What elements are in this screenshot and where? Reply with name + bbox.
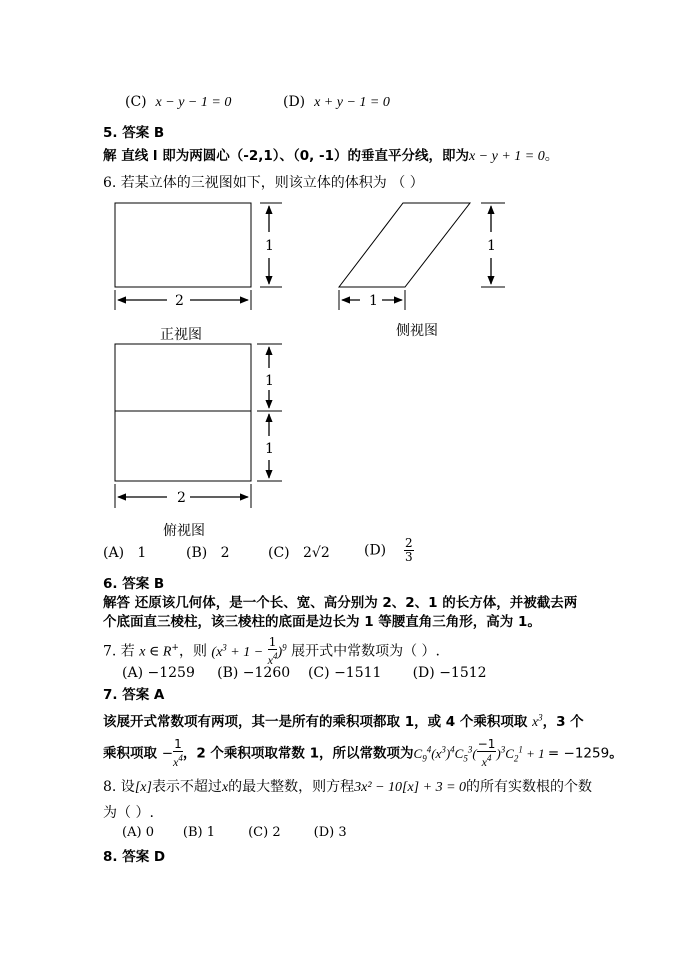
q7-options: (A) −1259 (B) −1260 (C) −1511 (D) −1512 — [122, 665, 487, 681]
q7-question: 7. 若 x ∈ R+，则 ($x^3 + 1$ − $\frac{1}{x^4}$ )$^9$ 展开式中常数项为（ ）. — [103, 635, 441, 667]
top-height-lower-label: 1 — [265, 441, 274, 457]
q4-option-c: (C) x − y − 1 = 0 — [125, 94, 232, 110]
q4-option-d: (D) x + y − 1 = 0 — [283, 94, 390, 110]
front-width-label: 2 — [175, 293, 184, 309]
side-view-shape — [339, 203, 505, 310]
side-width-label: 1 — [369, 293, 378, 309]
q6-solution-line2: 个底面直三棱柱，该三棱柱的底面是边长为 1 等腰直角三角形，高为 1。 — [103, 614, 541, 630]
q6-question: 6. 若某立体的三视图如下，则该立体的体积为 （ ） — [103, 175, 424, 191]
q6-option-d: (D) $\frac{2}{3}$ — [364, 536, 413, 564]
top-width-label: 2 — [177, 490, 186, 506]
q7-solution-line2: 乘积项取 − $\frac{1}{x^4}$ ，2 个乘积项取常数 1，所以常数项为$C_9^4(x^3)^4C_5^3$( $\frac{-1}{x^4}$ )$^3C_2^1 + 1 = -1259$。 — [103, 737, 623, 769]
q6-answer: 6. 答案 B — [103, 576, 165, 592]
side-height-label: 1 — [487, 238, 496, 254]
q6-option-c: (C) 2√2 — [268, 545, 330, 561]
side-view-label: 侧视图 — [396, 323, 438, 339]
q7-answer: 7. 答案 A — [103, 687, 165, 703]
top-view-shape — [115, 344, 282, 508]
q6-option-a: (A) 1 — [103, 545, 147, 561]
top-height-upper-label: 1 — [265, 373, 274, 389]
front-height-label: 1 — [265, 238, 274, 254]
q5-answer: 5. 答案 B — [103, 125, 165, 141]
q8-question-line2: 为（ ）. — [103, 805, 154, 821]
q8-question-line1: 8. 设[x]表示不超过x的最大整数，则方程3x² − 10[x] + 3 = 0的所有实数根的个数 — [103, 779, 593, 795]
q6-option-b: (B) 2 — [186, 545, 230, 561]
q8-answer: 8. 答案 D — [103, 849, 166, 865]
q8-options: (A) 0 (B) 1 (C) 2 (D) 3 — [122, 825, 347, 840]
front-view-shape — [115, 203, 282, 310]
q5-solution: 解 直线 l 即为两圆心（-2,1）、（0, -1）的垂直平分线，即为x − y + 1 = 0。 — [103, 148, 559, 164]
top-view-label: 俯视图 — [163, 523, 205, 539]
q7-solution-line1: 该展开式常数项有两项，其一是所有的乘积项都取 1，或 4 个乘积项取 $x^3$，3 个 — [103, 712, 584, 730]
front-view-label: 正视图 — [160, 327, 202, 343]
q6-solution-line1: 解答 还原该几何体，是一个长、宽、高分别为 2、2、1 的长方体，并被截去两 — [103, 595, 578, 611]
